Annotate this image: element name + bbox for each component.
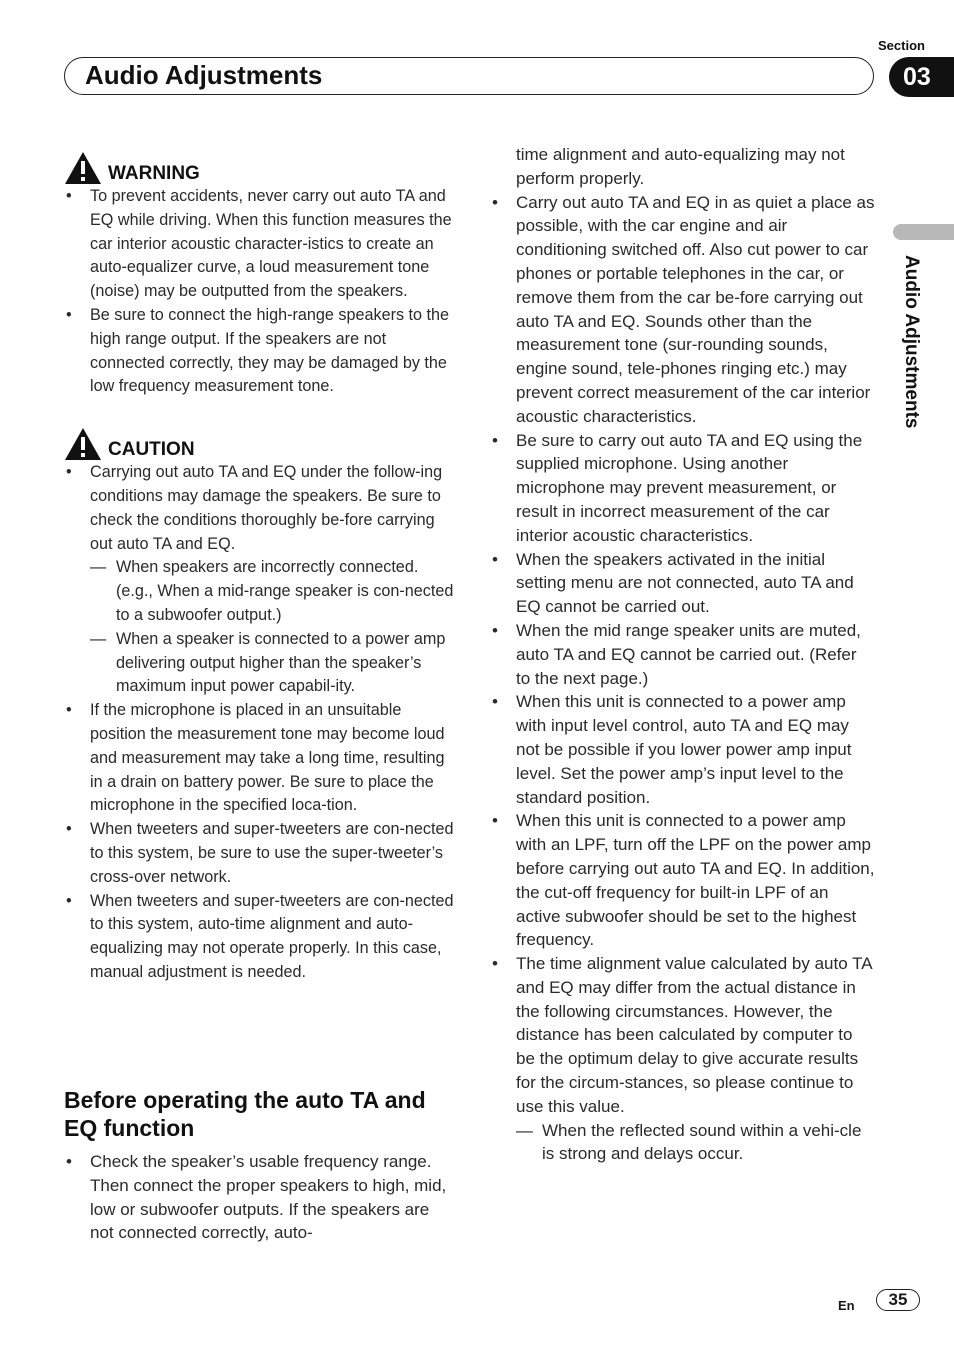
list-item: • The time alignment value calculated by auto TA and EQ may differ from the actual distance in the following circumstances. However, the distance has been calculated by computer to be the optimum delay to give accurate results for the circum-stances, so please continue to use this value. — When the reflected sound within a vehi-cle is strong and delays occur. xyxy=(490,952,875,1166)
warning-heading xyxy=(64,145,454,185)
list-item: • Carrying out auto TA and EQ under the follow-ing conditions may damage the speakers. Be sure to check the conditions thoroughly be-fore carrying out auto TA and EQ. — When speakers are incorrectly connected. (e.g., When a mid-range speaker is con-nected to a subwoofer output.) — When a speaker is connected to a power amp delivering output higher than the speaker’s maximum input power capabil-ity. xyxy=(64,461,454,699)
sub-item-text: When the reflected sound within a vehi-cle is strong and delays occur. xyxy=(542,1120,862,1164)
before-list xyxy=(490,191,875,1167)
list-item: • Be sure to carry out auto TA and EQ using the supplied microphone. Using another microphone may prevent measurement, or result in incorrect measurement of the car interior acoustic characteristics. xyxy=(492,430,863,545)
list-item: • When this unit is connected to a power amp with an LPF, turn off the LPF on the power amp before carrying out auto TA and EQ. In addition, the cut-off frequency for built-in LPF of an active subwoofer should be set to the highest frequency. xyxy=(492,811,875,950)
before-list-start xyxy=(64,1150,454,1245)
list-item-text: If the microphone is placed in an unsuitable position the measurement tone may become loud and measurement may take a long time, resulting in a drain on battery power. Be sure to place the microphone in the specified loca-tion. xyxy=(90,701,445,815)
section-number-badge: 03 xyxy=(889,57,954,97)
list-item: • Carry out auto TA and EQ in as quiet a place as possible, with the car engine and air conditioning switched off. Also cut power to car phones or portable telephones in the car, or remove them from the car be-fore carrying out auto TA and EQ. Sounds other than the measurement tone (sur-rounding sounds, engine sound, tele-phones ringing etc.) may prevent correct measurement of the car interior acoustic characteristics. xyxy=(492,192,875,426)
sub-item: — When a speaker is connected to a power amp delivering output higher than the speaker’s maximum input power capabil-ity. xyxy=(90,629,446,696)
before-section xyxy=(64,1086,454,1245)
list-item-text: When tweeters and super-tweeters are con-nected to this system, auto-time alignment and auto-equalizing may not operate properly. In this case, manual adjustment is needed. xyxy=(90,891,454,981)
list-item-text: To prevent accidents, never carry out auto TA and EQ while driving. When this function measures the car interior acoustic character-istics to create an auto-equalizer curve, a loud measurement tone (noise) may be outputted from the speakers. xyxy=(90,187,452,301)
list-item-text: When this unit is connected to a power amp with input level control, auto TA and EQ may not be possible if you lower power amp input level. Set the power amp’s input level to the standard position. xyxy=(516,692,852,807)
list-item-text: When the mid range speaker units are muted, auto TA and EQ cannot be carried out. (Refer to the next page.) xyxy=(516,620,861,688)
side-tab-marker xyxy=(893,224,954,240)
list-item: • When this unit is connected to a power amp with input level control, auto TA and EQ may not be possible if you lower power amp input level. Set the power amp’s input level to the standard position. xyxy=(492,692,852,807)
page-number: 35 xyxy=(876,1289,920,1311)
warning-icon xyxy=(64,151,102,185)
list-item-text: Be sure to connect the high-range speakers to the high range output. If the speakers are not connected correctly, they may be damaged by the low frequency measurement tone. xyxy=(90,305,450,396)
list-item-text: When the speakers activated in the initial setting menu are not connected, auto TA and EQ cannot be carried out. xyxy=(516,549,854,617)
list-item-text: The time alignment value calculated by auto TA and EQ may differ from the actual distance in the following circumstances. However, the distance has been calculated by computer to be the optimum delay to give accurate results for the circum-stances, so please continue to use this value. xyxy=(516,954,872,1116)
page-title: Audio Adjustments xyxy=(85,60,323,90)
section-heading: Before operating the auto TA and EQ function xyxy=(64,1087,426,1141)
list-item-text: Check the speaker’s usable frequency range. Then connect the proper speakers to high, mid, low or subwoofer outputs. If the speakers are not connected correctly, auto- xyxy=(90,1152,447,1243)
list-item: • Be sure to connect the high-range speakers to the high range output. If the speakers are not connected correctly, they may be damaged by the low frequency measurement tone. xyxy=(66,305,450,396)
header-bar xyxy=(64,57,874,95)
list-item: • Check the speaker’s usable frequency range. Then connect the proper speakers to high, mid, low or subwoofer outputs. If the speakers are not connected correctly, auto- xyxy=(66,1152,447,1243)
footer-language: En xyxy=(838,1298,855,1313)
warning-label: WARNING xyxy=(108,163,200,184)
warning-list xyxy=(64,185,454,399)
side-tab-text: Audio Adjustments xyxy=(901,255,922,429)
left-column xyxy=(64,145,454,985)
list-item: • When tweeters and super-tweeters are con-nected to this system, auto-time alignment and auto-equalizing may not operate properly. In this case, manual adjustment is needed. xyxy=(66,891,454,981)
list-item: • To prevent accidents, never carry out auto TA and EQ while driving. When this function measures the car interior acoustic character-istics to create an auto-equalizer curve, a loud measurement tone (noise) may be outputted from the speakers. xyxy=(66,187,452,301)
caution-list xyxy=(64,461,454,985)
list-item-text: When this unit is connected to a power amp with an LPF, turn off the LPF on the power amp before carrying out auto TA and EQ. In addition, the cut-off frequency for built-in LPF of an active subwoofer should be set to the highest frequency. xyxy=(516,811,875,950)
list-item: • When the speakers activated in the initial setting menu are not connected, auto TA and EQ cannot be carried out. xyxy=(492,549,854,617)
section-label: Section xyxy=(878,38,925,53)
sub-item-text: When a speaker is connected to a power amp delivering output higher than the speaker’s maximum input power capabil-ity. xyxy=(116,629,446,696)
sub-item-text: When speakers are incorrectly connected. (e.g., When a mid-range speaker is con-nected to a subwoofer output.) xyxy=(116,558,454,624)
caution-label: CAUTION xyxy=(108,439,195,461)
list-item: • When tweeters and super-tweeters are con-nected to this system, be sure to use the super-tweeter’s cross-over network. xyxy=(66,820,454,886)
list-item: • If the microphone is placed in an unsuitable position the measurement tone may become loud and measurement may take a long time, resulting in a drain on battery power. Be sure to place the microphone in the specified loca-tion. xyxy=(66,701,445,815)
sub-item: — When speakers are incorrectly connected. (e.g., When a mid-range speaker is con-nected to a subwoofer output.) xyxy=(90,558,454,624)
list-item-continuation: time alignment and auto-equalizing may not perform properly. xyxy=(516,145,845,188)
sub-item: — When the reflected sound within a vehi-cle is strong and delays occur. xyxy=(516,1120,862,1164)
list-item-text: Be sure to carry out auto TA and EQ using the supplied microphone. Using another microphone may prevent measurement, or result in incorrect measurement of the car interior acoustic characteristics. xyxy=(516,430,863,545)
caution-icon xyxy=(64,427,102,461)
list-item-text: Carry out auto TA and EQ in as quiet a place as possible, with the car engine and air conditioning switched off. Also cut power to car phones or portable telephones in the car, or remove them from the car be-fore carrying out auto TA and EQ. Sounds other than the measurement tone (sur-rounding sounds, engine sound, tele-phones ringing etc.) may prevent correct measurement of the car interior acoustic characteristics. xyxy=(516,192,875,426)
list-item-text: When tweeters and super-tweeters are con-nected to this system, be sure to use the super-tweeter’s cross-over network. xyxy=(90,820,454,886)
list-item: • When the mid range speaker units are muted, auto TA and EQ cannot be carried out. (Refer to the next page.) xyxy=(492,620,861,688)
right-column xyxy=(490,143,875,1166)
list-item-text: Carrying out auto TA and EQ under the follow-ing conditions may damage the speakers. Be sure to check the conditions thoroughly be-fore carrying out auto TA and EQ. xyxy=(90,463,443,553)
caution-heading xyxy=(64,421,454,461)
